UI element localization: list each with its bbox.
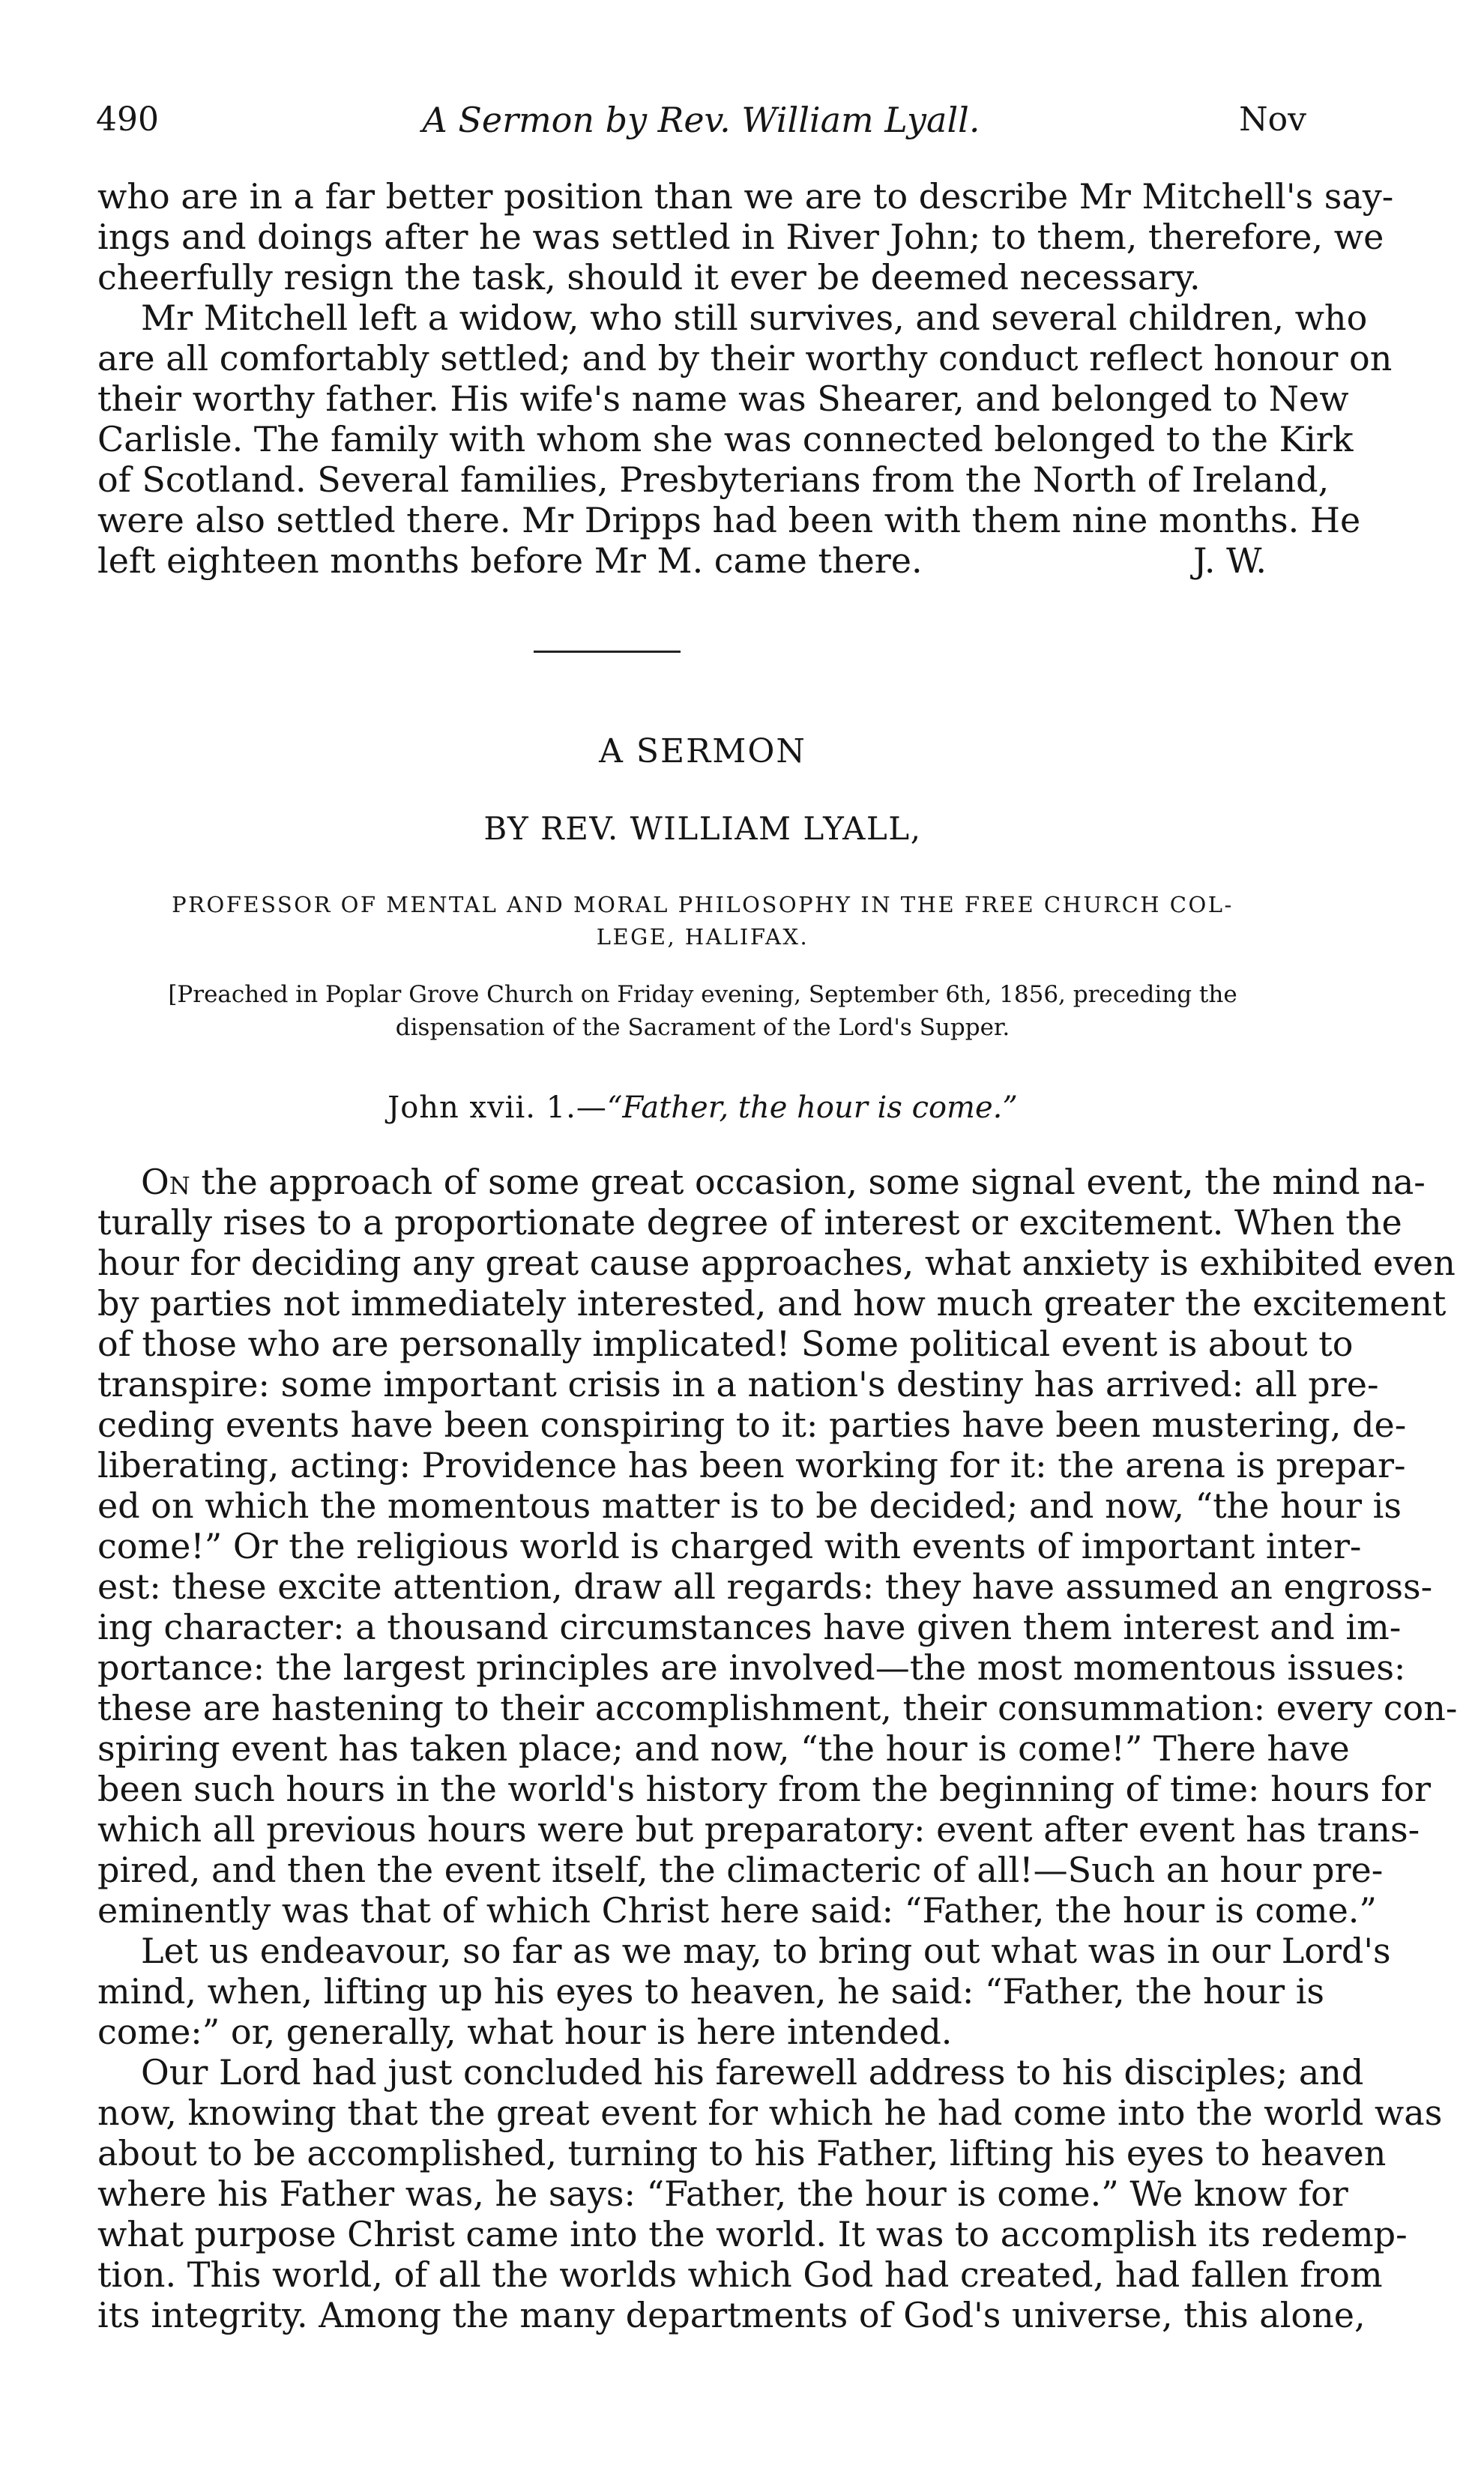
body-paragraph-1	[97, 1162, 1458, 1931]
text-line: its integrity. Among the many departments of God's universe, this alone,	[97, 2295, 1366, 2335]
text-line: which all previous hours were but preparatory: event after event has trans-	[97, 1809, 1420, 1850]
running-head	[96, 97, 1306, 150]
text-line: come:” or, generally, what hour is here intended.	[97, 2012, 953, 2052]
previous-paragraph-1	[97, 176, 1394, 298]
text-line: ings and doings after he was settled in River John; to them, therefore, we	[97, 217, 1384, 257]
running-month: Nov	[1239, 100, 1306, 139]
text-line: spiring event has taken place; and now, “the hour is come!” There have	[97, 1728, 1350, 1769]
text-line: est: these excite attention, draw all regards: they have assumed an engross-	[97, 1566, 1433, 1607]
text-line: ed on which the momentous matter is to be decided; and now, “the hour is	[97, 1485, 1402, 1526]
text-line: of Scotland. Several families, Presbyterians from the North of Ireland,	[97, 459, 1330, 500]
body-paragraph-3	[97, 2052, 1443, 2335]
text-line: now, knowing that the great event for which he had come into the world was	[97, 2093, 1443, 2133]
text-line: transpire: some important crisis in a nation's destiny has arrived: all pre-	[97, 1364, 1379, 1405]
text-line: Our Lord had just concluded his farewell address to his disciples; and	[141, 2052, 1364, 2093]
body-paragraph-2	[97, 1931, 1391, 2052]
final-line-with-signature	[97, 540, 1308, 581]
author-signature: J. W.	[1193, 540, 1267, 581]
text-line: turally rises to a proportionate degree of interest or excitement. When the	[97, 1202, 1402, 1243]
text-line: what purpose Christ came into the world. It was to accomplish its redemp-	[97, 2214, 1408, 2254]
scripture-reference: John xvii. 1.—	[387, 1090, 607, 1125]
text-line: portance: the largest principles are involved—the most momentous issues:	[97, 1647, 1406, 1688]
text-line: liberating, acting: Providence has been working for it: the arena is prepar-	[97, 1445, 1406, 1485]
text-line: Let us endeavour, so far as we may, to bring out what was in our Lord's	[141, 1931, 1391, 1971]
section-divider	[534, 651, 681, 653]
preached-note: dispensation of the Sacrament of the Lord's Supper.	[395, 1014, 1010, 1041]
text-line: Mr Mitchell left a widow, who still survives, and several children, who	[141, 298, 1368, 338]
text-line: Carlisle. The family with whom she was connected belonged to the Kirk	[97, 419, 1354, 459]
text-line	[97, 1162, 1426, 1202]
preached-note: [Preached in Poplar Grove Church on Friday evening, September 6th, 1856, preceding the	[168, 981, 1237, 1008]
running-title: A Sermon by Rev. William Lyall.	[422, 100, 980, 140]
text-line: are all comfortably settled; and by their worthy conduct reflect honour on	[97, 338, 1393, 378]
text-line: left eighteen months before Mr M. came there.	[97, 540, 923, 581]
scripture-quote: “Father, the hour is come.”	[606, 1090, 1018, 1125]
text-line: hour for deciding any great cause approaches, what anxiety is exhibited even	[97, 1243, 1456, 1283]
text-line: come!” Or the religious world is charged with events of important inter-	[97, 1526, 1362, 1566]
text-line: their worthy father. His wife's name was Shearer, and belonged to New	[97, 378, 1349, 419]
scripture-epigraph	[97, 1087, 1308, 1129]
professor-line: LEGE, HALIFAX.	[596, 924, 809, 950]
sermon-title: A SERMON	[599, 732, 806, 770]
text-line: been such hours in the world's history from the beginning of time: hours for	[97, 1769, 1432, 1809]
previous-paragraph-2	[97, 298, 1393, 581]
text-line: ceding events have been conspiring to it: parties have been mustering, de-	[97, 1405, 1407, 1445]
text-line: ing character: a thousand circumstances have given them interest and im-	[97, 1607, 1402, 1647]
sermon-body	[97, 1162, 1458, 2335]
text-line: where his Father was, he says: “Father, the hour is come.” We know for	[97, 2173, 1348, 2214]
text-line: were also settled there. Mr Dripps had been with them nine months. He	[97, 500, 1361, 540]
text-line: cheerfully resign the task, should it ever be deemed necessary.	[97, 257, 1201, 298]
text-line: eminently was that of which Christ here said: “Father, the hour is come.”	[97, 1890, 1377, 1931]
sermon-byline: BY REV. WILLIAM LYALL,	[483, 810, 922, 847]
page-number: 490	[96, 100, 159, 139]
previous-article	[97, 176, 1394, 581]
text-line: of those who are personally implicated! Some political event is about to	[97, 1324, 1354, 1364]
opening-line-rest: the approach of some great occasion, some signal event, the mind na-	[190, 1162, 1426, 1202]
opening-word: On	[141, 1162, 190, 1202]
text-line: who are in a far better position than we are to describe Mr Mitchell's say-	[97, 176, 1394, 217]
text-line: mind, when, lifting up his eyes to heaven, he said: “Father, the hour is	[97, 1971, 1325, 2012]
text-line: pired, and then the event itself, the climacteric of all!—Such an hour pre-	[97, 1850, 1384, 1890]
professor-line: PROFESSOR OF MENTAL AND MORAL PHILOSOPHY IN THE FREE CHURCH COL-	[172, 892, 1234, 917]
text-line: tion. This world, of all the worlds which God had created, had fallen from	[97, 2254, 1383, 2295]
text-line: by parties not immediately interested, and how much greater the excitement	[97, 1283, 1447, 1324]
text-line: about to be accomplished, turning to his Father, lifting his eyes to heaven	[97, 2133, 1387, 2173]
text-line: these are hastening to their accomplishment, their consummation: every con-	[97, 1688, 1458, 1728]
